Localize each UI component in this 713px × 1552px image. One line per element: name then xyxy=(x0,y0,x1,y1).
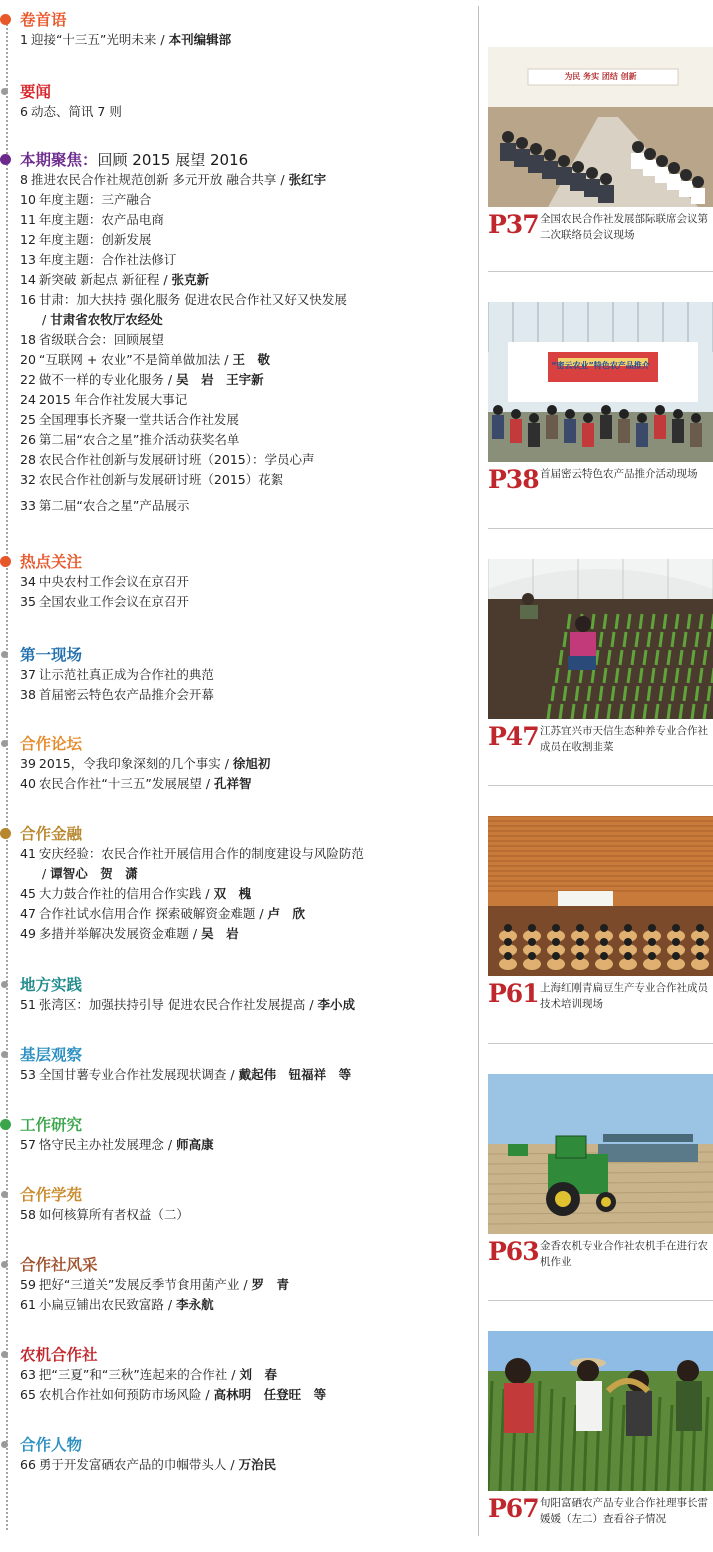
entry-title: 农民合作社“十三五”发展展望 / xyxy=(38,776,215,791)
entry-title: 第二届“农合之星”产品展示 xyxy=(38,498,190,513)
entry-page-number: 18 xyxy=(20,332,36,347)
photo-caption xyxy=(488,1495,713,1539)
entry-title: 2015 年合作社发展大事记 xyxy=(38,392,188,407)
toc-entry[interactable] xyxy=(0,1365,478,1385)
section-subtitle: 回顾 2015 展望 2016 xyxy=(97,151,249,169)
section-bullet-icon xyxy=(1,88,8,95)
entry-author: 本刊编辑部 xyxy=(168,32,232,47)
toc-entry[interactable] xyxy=(0,250,478,270)
toc-entry[interactable] xyxy=(0,190,478,210)
toc-entry[interactable] xyxy=(0,904,478,924)
column-divider xyxy=(478,6,479,1536)
section-title-text: 卷首语 xyxy=(20,11,67,29)
toc-entry[interactable] xyxy=(0,1455,478,1475)
entry-author: 王 敬 xyxy=(232,352,270,367)
entry-title: 迎接“十三五”光明未来 / xyxy=(30,32,169,47)
photo-caption-text: 首届密云特色农产品推介活动现场 xyxy=(540,468,698,480)
entry-page-number: 37 xyxy=(20,667,36,682)
entry-title: 新突破 新起点 新征程 / xyxy=(38,272,172,287)
entry-page-number: 28 xyxy=(20,452,36,467)
photo-banner-text: “密云农业”特色农产品推介 xyxy=(551,361,650,370)
entry-author: 吴 岩 xyxy=(201,926,239,941)
toc-section xyxy=(0,1185,478,1225)
entry-title: 2015，令我印象深刻的几个事实 / xyxy=(38,756,233,771)
section-title[interactable] xyxy=(0,975,478,995)
photo-greenhouse-expo[interactable] xyxy=(488,302,713,462)
photo-caption-text: 旬阳富硒农产品专业合作社理事长雷媛媛（左二）查看谷子情况 xyxy=(540,1497,708,1525)
entry-title: 农民合作社创新与发展研讨班（2015）：学员心声 xyxy=(38,452,315,467)
entry-author: 徐旭初 xyxy=(232,756,271,771)
toc-entry[interactable] xyxy=(0,685,478,705)
entry-title: 全国甘薯专业合作社发展现状调查 / xyxy=(38,1067,239,1082)
toc-entry[interactable] xyxy=(0,924,478,944)
section-bullet-icon xyxy=(1,1191,8,1198)
section-title[interactable] xyxy=(0,1115,478,1135)
toc-entry[interactable] xyxy=(0,572,478,592)
entry-title: 农民合作社创新与发展研讨班（2015）花絮 xyxy=(38,472,284,487)
section-title[interactable] xyxy=(0,824,478,844)
entry-author: 高林明 任登旺 等 xyxy=(213,1387,327,1402)
toc-entry[interactable] xyxy=(0,230,478,250)
toc-entry[interactable] xyxy=(0,1135,478,1155)
toc-entry[interactable] xyxy=(0,210,478,230)
photo-caption xyxy=(488,466,713,510)
entry-title: 首届密云特色农产品推介会开幕 xyxy=(38,687,214,702)
entry-page-number: 11 xyxy=(20,212,36,227)
entry-title: 做不一样的专业化服务 / xyxy=(38,372,177,387)
section-bullet-icon xyxy=(1,1441,8,1448)
entry-title: 动态、简讯 7 则 xyxy=(30,104,122,119)
entry-page-number: 57 xyxy=(20,1137,36,1152)
entry-author: 张红宇 xyxy=(288,172,327,187)
section-bullet-icon xyxy=(0,556,11,567)
entry-title: 让示范社真正成为合作社的典范 xyxy=(38,667,214,682)
entry-title: 甘肃：加大扶持 强化服务 促进农民合作社又好又快发展 xyxy=(38,292,347,307)
photo-greenhouse-field[interactable] xyxy=(488,559,713,719)
photo-separator xyxy=(488,785,713,786)
photo-card[interactable] xyxy=(488,47,713,255)
toc-entry[interactable] xyxy=(0,430,478,450)
entry-title: 全国理事长齐聚一堂共话合作社发展 xyxy=(38,412,239,427)
section-title[interactable] xyxy=(0,150,478,170)
toc-entry[interactable] xyxy=(0,390,478,410)
entry-author: 孔祥智 xyxy=(214,776,252,791)
entry-title: 小扁豆铺出农民致富路 / xyxy=(38,1297,177,1312)
entry-title: 推进农民合作社规范创新 多元开放 融合共享 / xyxy=(30,172,289,187)
section-title[interactable] xyxy=(0,1435,478,1455)
toc-entry[interactable] xyxy=(0,370,478,390)
entry-page-number: 6 xyxy=(20,104,28,119)
toc-entry[interactable] xyxy=(0,350,478,370)
photo-meeting-room[interactable] xyxy=(488,47,713,207)
entry-page-number: 47 xyxy=(20,906,36,921)
entry-page-number: 51 xyxy=(20,997,36,1012)
toc-entry[interactable] xyxy=(0,592,478,612)
entry-page-number: 53 xyxy=(20,1067,36,1082)
entry-page-number: 32 xyxy=(20,472,36,487)
photo-millet-field[interactable] xyxy=(488,1331,713,1491)
photo-page-label[interactable]: P63 xyxy=(488,1237,539,1266)
entry-title: 张湾区：加强扶持引导 促进农民合作社发展提高 / xyxy=(38,997,318,1012)
section-title-text: 合作人物 xyxy=(20,1436,83,1454)
entry-page-number: 24 xyxy=(20,392,36,407)
entry-page-number: 14 xyxy=(20,272,36,287)
entry-title: 把“三夏”和“三秋”连起来的合作社 / xyxy=(38,1367,240,1382)
toc-entry[interactable] xyxy=(0,170,478,190)
entry-title: “互联网 + 农业”不是简单做加法 / xyxy=(38,352,233,367)
entry-page-number: 35 xyxy=(20,594,36,609)
toc-entry[interactable] xyxy=(0,310,478,330)
entry-title: 安庆经验：农民合作社开展信用合作的制度建设与风险防范 xyxy=(38,846,364,861)
toc-entry[interactable] xyxy=(0,1295,478,1315)
toc-section xyxy=(0,1345,478,1405)
section-title-text: 基层观察 xyxy=(20,1046,83,1064)
entry-author: 谭智心 贺 潇 xyxy=(50,866,138,881)
entry-author: 双 槐 xyxy=(213,886,252,901)
entry-page-number: 25 xyxy=(20,412,36,427)
entry-author: 李永航 xyxy=(176,1297,214,1312)
photo-caption xyxy=(488,211,713,255)
entry-page-number: 22 xyxy=(20,372,36,387)
toc-section xyxy=(0,975,478,1015)
toc-entry[interactable] xyxy=(0,844,478,864)
entry-author: 万治民 xyxy=(238,1457,277,1472)
toc-entry[interactable] xyxy=(0,330,478,350)
toc-entry[interactable] xyxy=(0,1385,478,1405)
section-title[interactable] xyxy=(0,1185,478,1205)
entry-title: 如何核算所有者权益（二） xyxy=(38,1207,189,1222)
section-title[interactable] xyxy=(0,734,478,754)
entry-page-number: 1 xyxy=(20,32,28,47)
entry-page-number: 59 xyxy=(20,1277,36,1292)
entry-author: 戴起伟 钮福祥 等 xyxy=(238,1067,352,1082)
photo-caption-text: 江苏宜兴市天信生态种养专业合作社成员在收割韭菜 xyxy=(540,725,708,753)
entry-page-number: 58 xyxy=(20,1207,36,1222)
photo-training-hall[interactable] xyxy=(488,816,713,976)
entry-title: 省级联合会：回顾展望 xyxy=(38,332,164,347)
entry-title: / xyxy=(42,312,51,327)
entry-page-number: 66 xyxy=(20,1457,36,1472)
entry-title: 把好“三道关”发展反季节食用菌产业 / xyxy=(38,1277,252,1292)
entry-page-number: 26 xyxy=(20,432,36,447)
toc-entry[interactable] xyxy=(0,470,478,490)
toc-entry[interactable] xyxy=(0,1275,478,1295)
photo-caption xyxy=(488,980,713,1024)
entry-page-number: 63 xyxy=(20,1367,36,1382)
photo-tractor-field[interactable] xyxy=(488,1074,713,1234)
photo-caption-text: 金香农机专业合作社农机手在进行农机作业 xyxy=(540,1240,708,1268)
entry-title: 年度主题：创新发展 xyxy=(38,232,152,247)
entry-page-number: 33 xyxy=(20,498,36,513)
entry-page-number: 45 xyxy=(20,886,36,901)
toc-section xyxy=(0,10,478,50)
entry-page-number: 49 xyxy=(20,926,36,941)
entry-author: 卢 欣 xyxy=(267,906,306,921)
section-title[interactable] xyxy=(0,1045,478,1065)
section-bullet-icon xyxy=(1,1051,8,1058)
photo-page-label[interactable]: P67 xyxy=(488,1494,539,1523)
toc-section xyxy=(0,1435,478,1475)
toc-entry[interactable] xyxy=(0,270,478,290)
section-title[interactable] xyxy=(0,1345,478,1365)
section-title-text: 要闻 xyxy=(20,83,52,101)
section-title-text: 本期聚焦： xyxy=(20,151,98,169)
section-title-text: 合作社风采 xyxy=(20,1256,98,1274)
section-title-text: 工作研究 xyxy=(20,1116,83,1134)
section-bullet-icon xyxy=(1,651,8,658)
entry-author: 李小成 xyxy=(317,997,356,1012)
entry-page-number: 13 xyxy=(20,252,36,267)
toc-entry[interactable] xyxy=(0,410,478,430)
photo-caption-text: 上海红刚青扁豆生产专业合作社成员技术培训现场 xyxy=(540,982,708,1010)
toc-section xyxy=(0,824,478,944)
toc-entry[interactable] xyxy=(0,1205,478,1225)
entry-title: 多措并举解决发展资金难题 / xyxy=(38,926,202,941)
toc-section xyxy=(0,1115,478,1155)
toc-entry[interactable] xyxy=(0,450,478,470)
section-bullet-icon xyxy=(1,981,8,988)
entry-title: 勇于开发富硒农产品的巾帼带头人 / xyxy=(38,1457,239,1472)
toc-entry[interactable] xyxy=(0,774,478,794)
entry-page-number: 20 xyxy=(20,352,36,367)
section-bullet-icon xyxy=(1,1261,8,1268)
entry-author: 吴 岩 王宇新 xyxy=(176,372,264,387)
section-bullet-icon xyxy=(0,1119,11,1130)
toc-section xyxy=(0,552,478,612)
toc-entry[interactable] xyxy=(0,864,478,884)
entry-page-number: 65 xyxy=(20,1387,36,1402)
entry-author: 罗 青 xyxy=(251,1277,290,1292)
entry-page-number: 12 xyxy=(20,232,36,247)
photo-page-label[interactable]: P38 xyxy=(488,465,539,494)
photo-page-label[interactable]: P61 xyxy=(488,979,539,1008)
entry-title: 大力鼓合作社的信用合作实践 / xyxy=(38,886,214,901)
section-title-text: 农机合作社 xyxy=(20,1346,98,1364)
section-title-text: 合作论坛 xyxy=(20,735,83,753)
section-title-text: 合作金融 xyxy=(20,825,83,843)
entry-title: 年度主题：合作社法修订 xyxy=(38,252,177,267)
section-bullet-icon xyxy=(0,828,11,839)
toc-section xyxy=(0,82,478,122)
photo-caption-text: 全国农民合作社发展部际联席会议第二次联络员会议现场 xyxy=(540,213,708,241)
toc-entry[interactable] xyxy=(0,995,478,1015)
entry-page-number: 61 xyxy=(20,1297,36,1312)
photo-card[interactable] xyxy=(488,302,713,510)
section-title-text: 第一现场 xyxy=(20,646,83,664)
photo-card[interactable] xyxy=(488,1331,713,1539)
photo-page-label[interactable]: P47 xyxy=(488,722,539,751)
entry-page-number: 8 xyxy=(20,172,28,187)
toc-section xyxy=(0,1255,478,1315)
toc-entry[interactable] xyxy=(0,665,478,685)
toc-section xyxy=(0,1045,478,1085)
entry-title: 农机合作社如何预防市场风险 / xyxy=(38,1387,214,1402)
section-bullet-icon xyxy=(0,14,11,25)
section-bullet-icon xyxy=(1,740,8,747)
section-bullet-icon xyxy=(0,154,11,165)
entry-page-number: 34 xyxy=(20,574,36,589)
toc-entry[interactable] xyxy=(0,290,478,310)
photo-column xyxy=(488,0,713,1552)
entry-page-number: 39 xyxy=(20,756,36,771)
photo-card[interactable] xyxy=(488,559,713,767)
section-title[interactable] xyxy=(0,82,478,102)
entry-title: 中央农村工作会议在京召开 xyxy=(38,574,189,589)
entry-author: 甘肃省农牧厅农经处 xyxy=(50,312,163,327)
entry-title: 全国农业工作会议在京召开 xyxy=(38,594,189,609)
toc-entry[interactable] xyxy=(0,102,478,122)
photo-separator xyxy=(488,1043,713,1044)
entry-title: 年度主题：三产融合 xyxy=(38,192,152,207)
section-bullet-icon xyxy=(1,1351,8,1358)
section-title[interactable] xyxy=(0,552,478,572)
toc-entry[interactable] xyxy=(0,1065,478,1085)
entry-author: 师高康 xyxy=(176,1137,214,1152)
entry-title: / xyxy=(42,866,51,881)
entry-page-number: 10 xyxy=(20,192,36,207)
toc-entry[interactable] xyxy=(0,754,478,774)
entry-title: 恪守民主办社发展理念 / xyxy=(38,1137,177,1152)
toc-entry[interactable] xyxy=(0,884,478,904)
section-title[interactable] xyxy=(0,645,478,665)
toc-section xyxy=(0,645,478,705)
section-title-text: 地方实践 xyxy=(20,976,83,994)
entry-title: 年度主题：农产品电商 xyxy=(38,212,164,227)
toc-entry[interactable] xyxy=(0,496,478,516)
entry-page-number: 16 xyxy=(20,292,36,307)
photo-separator xyxy=(488,271,713,272)
photo-card[interactable] xyxy=(488,816,713,1024)
entry-author: 张克新 xyxy=(171,272,210,287)
section-title-text: 合作学苑 xyxy=(20,1186,83,1204)
entry-page-number: 38 xyxy=(20,687,36,702)
photo-caption xyxy=(488,1238,713,1282)
section-title[interactable] xyxy=(0,10,478,30)
toc-section xyxy=(0,150,478,516)
photo-caption xyxy=(488,723,713,767)
toc-entry[interactable] xyxy=(0,30,478,50)
section-title-text: 热点关注 xyxy=(20,553,83,571)
photo-card[interactable] xyxy=(488,1074,713,1282)
entry-author: 刘 春 xyxy=(239,1367,277,1382)
section-title[interactable] xyxy=(0,1255,478,1275)
entry-page-number: 40 xyxy=(20,776,36,791)
photo-page-label[interactable]: P37 xyxy=(488,210,539,239)
toc-section xyxy=(0,734,478,794)
entry-title: 第二届“农合之星”推介活动获奖名单 xyxy=(38,432,240,447)
photo-separator xyxy=(488,528,713,529)
entry-page-number: 41 xyxy=(20,846,36,861)
photo-separator xyxy=(488,1300,713,1301)
photo-banner-text: 为民 务实 团结 创新 xyxy=(564,72,637,81)
entry-title: 合作社试水信用合作 探索破解资金难题 / xyxy=(38,906,268,921)
